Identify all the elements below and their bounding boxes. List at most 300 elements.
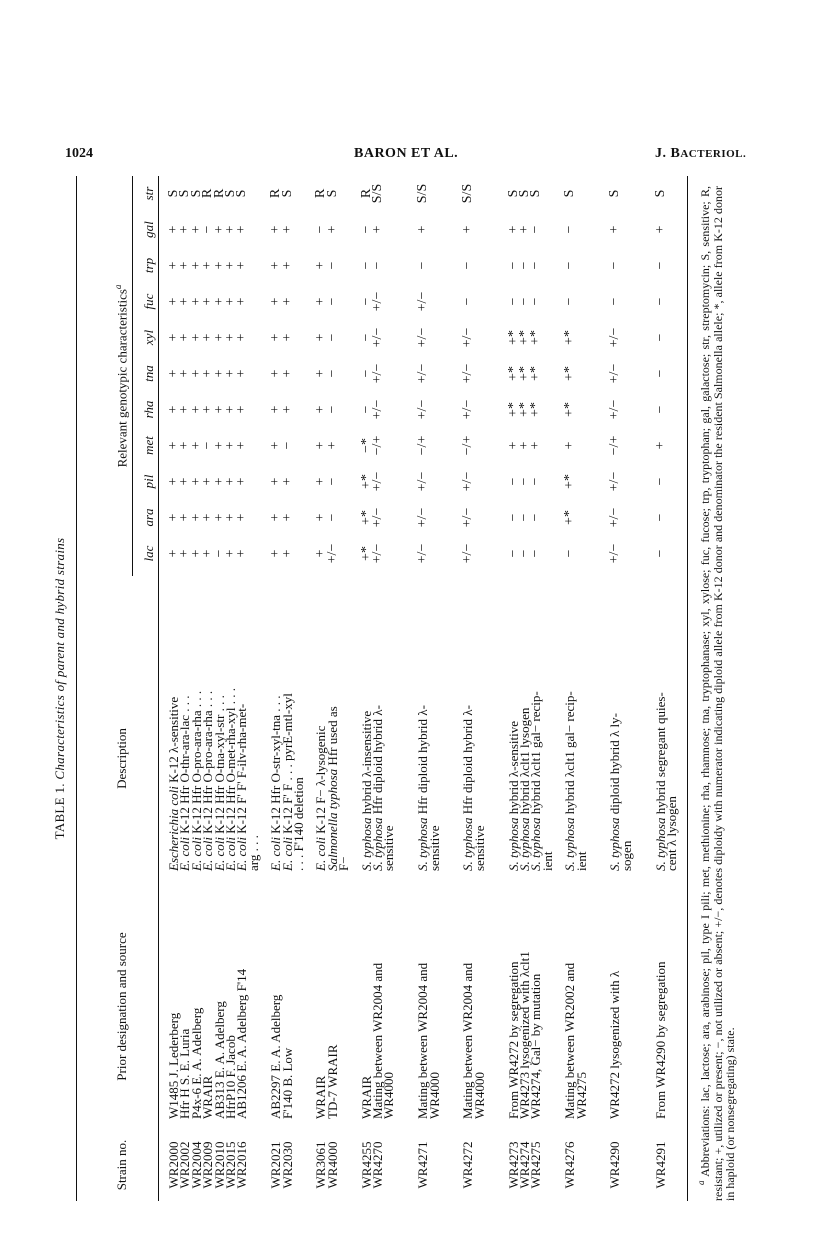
value-pil: + [223,477,238,486]
value-lac: +* [358,546,374,561]
value-gal: + [223,225,238,234]
footnote-mark: a [696,1180,706,1185]
value-lac: + [223,549,238,558]
value-gal: + [505,225,521,234]
value-rha: + [313,405,329,414]
value-ara: +/− [607,507,623,528]
col-strain-header: Strain no. [114,1139,129,1191]
value-ara: − [517,513,532,522]
strain-cell: WR4290 [607,1141,623,1189]
table-caption [52,176,68,1201]
value-xyl: − [324,333,340,342]
footnote-text: Abbreviations: lac, lactose; ara, arabinose; pil, type I pili; met, methionine; rha, rhamnose; tna, tryptophanase; xyl, xylose; fuc, fucose; trp, tryptophan; gal, galactose; str, streptomycin; S, sensitive; R, resistant; +, utilized or present; −, not utilized or absent; +/−, denotes diploidy with numerator indicating diploid allele from K-12 donor and denominator the resident Salmonella allele; *, allele from K-12 donor in haploid (or nonsegregating) state. [698,186,737,1201]
description-text: arg . . . [245,835,261,871]
description-text: . . . F'140 deletion [291,777,306,871]
value-ara: + [177,513,193,522]
value-tna: + [177,369,193,378]
prior-designation-cell: Mating between WR2004 and [460,962,476,1119]
gene-header-str: str [141,186,156,201]
description-text: Hfr used as [324,706,340,769]
value-lac: + [279,549,295,558]
value-tna: +* [562,366,578,381]
description-cell [666,646,677,871]
value-lac: + [188,549,204,558]
value-gal: + [166,225,181,234]
value-trp: + [188,261,204,270]
value-ara: + [313,513,329,522]
organism-name: S. typhosa [562,817,578,871]
description-cell [573,646,589,871]
description-text: K-12 λ-sensitive [166,696,181,787]
value-ara: + [211,513,227,522]
value-rha: +* [562,402,578,417]
strain-cell: WR2010 [211,1141,227,1189]
gene-header-rha: rha [141,400,156,419]
value-pil: + [268,477,284,486]
description-text: sensitive [471,825,487,871]
value-ara: + [279,513,295,522]
value-trp: − [607,261,623,270]
value-pil: + [166,477,181,486]
organism-name: S. typhosa [460,817,476,871]
value-met: −/+ [415,435,431,456]
value-pil: + [188,477,204,486]
value-xyl: + [268,333,284,342]
description-cell [324,646,340,871]
organism-name: S. typhosa [517,817,532,871]
description-text: Hfr diploid hybrid λ- [370,705,385,818]
value-trp: − [652,261,668,270]
value-pil: + [211,477,227,486]
value-gal: + [234,225,250,234]
value-fuc: − [652,297,668,306]
strain-cell: WR4255 [358,1141,374,1189]
description-text: hybrid segregant quies- [652,692,668,818]
value-pil: +* [358,474,374,489]
value-str: R [268,188,284,199]
value-trp: − [528,261,544,270]
value-ara: − [652,513,668,522]
description-text: K-12 F' F' F-ilv-rha-met- [234,703,250,838]
value-ara: + [200,513,216,522]
value-xyl: + [279,333,295,342]
value-str: S [517,189,532,198]
description-text: sensitive [426,825,442,871]
value-xyl: + [177,333,193,342]
prior-designation-cell: WR4275 [573,1072,589,1119]
value-lac: +/− [324,543,340,564]
prior-designation-cell: Mating between WR2004 and [370,962,385,1119]
description-text: K-12 Hfr O-pro-ara-rha . . . [188,690,204,838]
description-cell [426,646,442,871]
value-trp: + [279,261,295,270]
value-tna: + [234,369,250,378]
prior-designation-cell: Mating between WR2002 and [562,962,578,1119]
prior-designation-cell: From WR4272 by segregation [505,961,521,1119]
gene-header-xyl: xyl [141,329,156,346]
value-ara: + [223,513,238,522]
strain-cell: WR2030 [279,1141,295,1189]
value-trp: − [358,261,374,270]
value-trp: + [200,261,216,270]
value-met: + [517,441,532,450]
organism-name: Salmonella typhosa [324,768,340,871]
description-text: K-12 Hfr O-tna-xyl-str . . . [211,695,227,838]
value-ara: +* [358,510,374,525]
description-text: F− [336,856,352,871]
strain-cell: WR4275 [528,1141,544,1189]
description-cell [336,646,352,871]
value-tna: +* [505,366,521,381]
value-tna: + [211,369,227,378]
value-ara: − [528,513,544,522]
strain-cell: WR4272 [460,1141,476,1189]
value-tna: + [279,369,295,378]
value-rha: + [234,405,250,414]
value-str: S/S [415,183,431,204]
description-text: sogen [618,840,634,871]
value-met: + [234,441,250,450]
value-tna: +/− [415,363,431,384]
value-str: S [279,189,295,198]
description-cell [618,646,634,871]
value-met: + [223,441,238,450]
value-ara: + [234,513,250,522]
table-caption-label: TABLE 1. [52,783,67,840]
description-text: K-12 Hfr O-pro-ara-rha . . . [200,690,216,838]
organism-name: S. typhosa [370,817,385,871]
value-lac: + [268,549,284,558]
value-str: S/S [370,183,385,204]
value-gal: + [177,225,193,234]
value-lac: + [177,549,193,558]
organism-name: S. typhosa [505,817,521,871]
organism-name: S. typhosa [652,817,668,871]
value-tna: − [324,369,340,378]
organism-name: E. coli [279,837,295,871]
description-text: sensitive [381,825,397,871]
organism-name: E. coli [268,837,284,871]
value-met: + [177,441,193,450]
value-tna: + [166,369,181,378]
value-trp: + [234,261,250,270]
value-pil: + [200,477,216,486]
value-tna: + [200,369,216,378]
value-lac: − [505,549,521,558]
value-tna: + [268,369,284,378]
strain-cell: WR2021 [268,1141,284,1189]
value-fuc: − [324,297,340,306]
organism-name: E. coli [200,837,216,871]
value-fuc: + [188,297,204,306]
description-text: hybrid λclt1 gal− recip- [528,691,544,818]
value-met: −/+ [370,435,385,456]
value-gal: + [415,225,431,234]
value-xyl: + [313,333,329,342]
value-str: S [177,189,193,198]
value-met: + [528,441,544,450]
value-rha: + [177,405,193,414]
value-met: + [166,441,181,450]
value-pil: +/− [607,471,623,492]
organism-name: E. coli [313,837,329,871]
organism-name: S. typhosa [528,817,544,871]
value-ara: − [324,513,340,522]
value-fuc: + [166,297,181,306]
value-rha: +/− [460,399,476,420]
description-text: ient [539,851,555,871]
prior-designation-cell: AB1206 E. A. Adelberg F'14 [234,968,250,1119]
value-rha: + [200,405,216,414]
prior-designation-cell: W1485 J. Lederberg [166,1012,181,1119]
value-trp: − [505,261,521,270]
prior-designation-cell: WRAIR [200,1075,216,1119]
journal-prefix: J. B [655,146,681,161]
value-rha: + [268,405,284,414]
value-pil: − [324,477,340,486]
value-rha: +* [517,402,532,417]
running-head-journal [655,146,746,162]
value-pil: − [528,477,544,486]
value-trp: + [177,261,193,270]
value-str: S [324,189,340,198]
organism-name: S. typhosa [415,817,431,871]
prior-designation-cell: Hfr H S. E. Luria [177,1028,193,1119]
value-rha: + [279,405,295,414]
value-str: S [223,189,238,198]
value-gal: + [460,225,476,234]
value-trp: + [313,261,329,270]
value-tna: +* [528,366,544,381]
gene-header-lac: lac [141,545,156,562]
value-lac: +/− [370,543,385,564]
value-pil: + [234,477,250,486]
gene-header-fuc: fuc [141,293,156,310]
value-ara: + [188,513,204,522]
value-trp: − [324,261,340,270]
organism-name: S. typhosa [358,817,374,871]
prior-designation-cell: F'140 B. Low [279,1047,295,1119]
value-str: S/S [460,183,476,204]
value-tna: +/− [370,363,385,384]
value-xyl: +* [517,330,532,345]
journal-rest: ACTERIOL. [680,148,747,160]
value-pil: + [313,477,329,486]
value-pil: +* [562,474,578,489]
value-ara: + [166,513,181,522]
header-rule [158,176,159,1201]
value-trp: + [268,261,284,270]
value-str: S [528,189,544,198]
value-rha: + [223,405,238,414]
value-rha: +/− [370,399,385,420]
value-gal: − [562,225,578,234]
value-met: −* [358,438,374,453]
description-cell [539,646,555,871]
table-caption-title: Characteristics of parent and hybrid strains [52,537,67,780]
strain-cell: WR4291 [652,1141,668,1189]
value-gal: − [358,225,374,234]
gene-header-tna: tna [141,365,156,382]
strain-cell: WR4000 [324,1141,340,1189]
value-tna: +* [517,366,532,381]
value-met: + [324,441,340,450]
value-fuc: + [279,297,295,306]
value-str: S [562,189,578,198]
value-xyl: +* [505,330,521,345]
value-gal: + [652,225,668,234]
value-str: S [607,189,623,198]
prior-designation-cell: WRAIR [358,1075,374,1119]
prior-designation-cell: WR4000 [381,1072,397,1119]
prior-designation-cell: WR4273 lysogenized with λclt1 [517,951,532,1119]
description-text: hybrid λ-insensitive [358,710,374,818]
value-str: S [505,189,521,198]
description-text: K-12 Hfr O-thr-ara-lac . . . [177,695,193,838]
value-xyl: − [652,333,668,342]
value-str: S [652,189,668,198]
prior-designation-cell: WR4000 [471,1072,487,1119]
value-tna: + [223,369,238,378]
prior-designation-cell: AB313 E. A. Adelberg [211,1001,227,1119]
value-gal: + [188,225,204,234]
description-text: ient [573,851,589,871]
value-lac: +/− [607,543,623,564]
col-prior-header: Prior designation and source [114,932,129,1081]
value-pil: + [177,477,193,486]
organism-name: E. coli [223,837,238,871]
value-gal: + [517,225,532,234]
prior-designation-cell: P4x-6 E. A. Adelberg [188,1007,204,1119]
organism-name: E. coli [211,837,227,871]
value-fuc: − [358,297,374,306]
value-tna: +/− [460,363,476,384]
description-cell [562,646,578,871]
value-trp: − [517,261,532,270]
value-met: + [652,441,668,450]
value-rha: − [324,405,340,414]
value-rha: +/− [607,399,623,420]
value-rha: − [358,405,374,414]
value-fuc: + [313,297,329,306]
value-rha: + [211,405,227,414]
prior-designation-cell: WR4272 lysogenized with λ [607,970,623,1119]
value-trp: + [223,261,238,270]
value-xyl: + [166,333,181,342]
col-group-header [113,176,130,576]
value-xyl: − [358,333,374,342]
value-pil: − [652,477,668,486]
prior-designation-cell: Mating between WR2004 and [415,962,431,1119]
value-rha: + [166,405,181,414]
value-trp: − [415,261,431,270]
strain-cell: WR2016 [234,1141,250,1189]
value-xyl: +/− [607,327,623,348]
value-pil: − [505,477,521,486]
running-head-authors: BARON ET AL. [354,146,459,161]
description-cell [381,646,397,871]
strain-cell: WR2002 [177,1141,193,1189]
value-ara: + [268,513,284,522]
gene-header-met: met [141,436,156,455]
gene-header-ara: ara [141,508,156,527]
prior-designation-cell: AB2297 E. A. Adelberg [268,994,284,1119]
table-footnote [695,186,737,1201]
description-text: diploid hybrid λ ly- [607,713,623,818]
value-tna: − [652,369,668,378]
value-lac: − [528,549,544,558]
description-cell [528,646,544,871]
strain-cell: WR4274 [517,1141,532,1189]
value-lac: + [234,549,250,558]
description-cell [607,646,623,871]
value-tna: + [188,369,204,378]
value-fuc: + [211,297,227,306]
value-rha: +* [528,402,544,417]
value-str: R [313,188,329,199]
strain-cell: WR4273 [505,1141,521,1189]
prior-designation-cell: WRAIR [313,1075,329,1119]
value-lac: − [517,549,532,558]
value-met: + [313,441,329,450]
rotated-table [52,176,772,1201]
strain-cell: WR2009 [200,1141,216,1189]
value-gal: + [607,225,623,234]
value-pil: − [517,477,532,486]
value-str: R [358,188,374,199]
description-text: K-12 F− λ-lysogenic [313,725,329,838]
prior-designation-cell: HfrP10 F. Jacob [223,1035,238,1119]
value-lac: − [562,549,578,558]
description-text: cent λ lysogen [664,796,679,871]
col-description-header: Description [114,728,129,789]
organism-name: E. coli [234,837,250,871]
page-number: 1024 [65,146,93,161]
value-met: −/+ [607,435,623,456]
value-fuc: + [223,297,238,306]
value-met: + [268,441,284,450]
value-str: S [166,189,181,198]
value-fuc: − [505,297,521,306]
value-xyl: + [223,333,238,342]
value-xyl: +/− [460,327,476,348]
prior-designation-cell: TD-7 WRAIR [324,1044,340,1119]
bottom-rule [687,176,688,1201]
value-str: S [188,189,204,198]
value-fuc: + [268,297,284,306]
value-xyl: + [211,333,227,342]
organism-name: Escherichia coli [166,786,181,871]
value-fuc: − [528,297,544,306]
top-rule [76,176,77,1201]
value-gal: − [528,225,544,234]
strain-cell: WR4271 [415,1141,431,1189]
value-rha: − [652,405,668,414]
description-cell [471,646,487,871]
description-text: hybrid λclt1 gal− recip- [562,691,578,818]
value-gal: + [324,225,340,234]
value-gal: + [279,225,295,234]
value-fuc: + [177,297,193,306]
value-gal: + [268,225,284,234]
value-rha: + [188,405,204,414]
value-met: + [188,441,204,450]
value-xyl: + [200,333,216,342]
col-group-footnote-mark: a [113,284,123,290]
strain-cell: WR2004 [188,1141,204,1189]
value-ara: − [505,513,521,522]
strain-cell: WR3061 [313,1141,329,1189]
